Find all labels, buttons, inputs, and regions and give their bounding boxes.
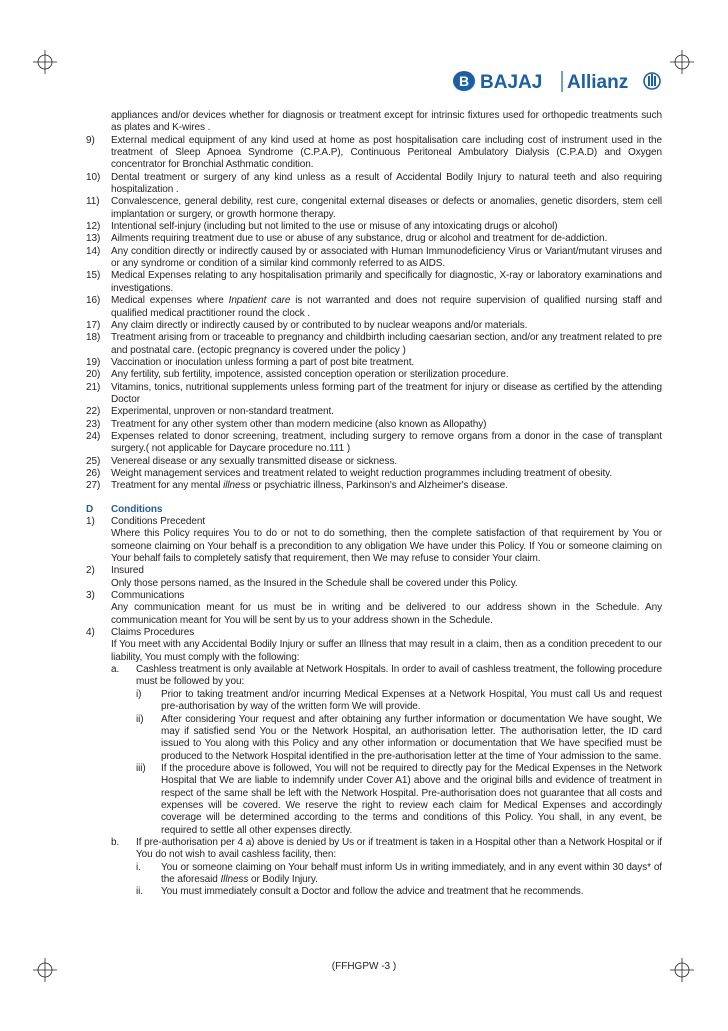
condition-item-claims-procedures: 4) Claims Procedures If You meet with any Accidental Bodily Injury or suffer an Illness that may result in a claim, then as a condition precedent to our liability, You must comply with the following: a. Cashless treatment is only available at Network Hospitals. In order to avail of cashless treatment, the following procedure must be followed by you: i) Prior to taking treatment and/or incurring Medical Expenses at a Network Hospital, You must call Us and request pre-authorisation by way of the written form We will provide. ii) After considering Your request and after obtaining any further information or documentation We have sought, We may if satisfied send You or the Network Hospital, an authorisation letter. The authorisation letter, the ID card issued to You along with this Policy and any other information or documentation that We have specified must be produced to the Network Hospital identified in the pre-authorisation letter at the time of Your admission to the same. iii) If the procedure above is followed, You will not be required to directly pay for the Medical Expenses in the Network Hospital that We are liable to indemnify under Cover A1) above and the original bills and evidence of treatment in respect of the same shall be left with the Network Hospital. Pre-authorisation does not guarantee that all costs and expenses will be covered. We reserve the right to review each claim for Medical Expenses and accordingly coverage will be determined according to the terms and conditions of this Policy. You shall, in any event, be required to settle all other expenses directly. b. If pre-authorisation per 4 a) above is denied by Us or if treatment is taken in a Hospital other than a Network Hospital or if You do not wish to avail cashless facility, then: i. You or someone claiming on Your behalf must inform Us in writing immediately, and in any event within 30 days* of the aforesaid Illness or Bodily Injury. ii. You must immediately consult a Doctor and follow the advice and treatment that he recommends.: [86, 627, 662, 898]
exclusion-item: 26) Weight management services and treatment related to weight reduction programmes including treatment of obesity.: [86, 467, 613, 479]
condition-item: 1) Conditions Precedent Where this Policy requires You to do or not to do something, then the complete satisfaction of that requirement by You or someone claiming on Your behalf is a precondition to any obligation We have under this Policy. If You or someone claiming on Your behalf fails to completely satisfy that requirement, then We may refuse to consider Your claim.: [86, 516, 662, 565]
exclusion-item: 9) External medical equipment of any kind used at home as post hospitalisation care including cost of instrument used in the treatment of Sleep Apnoea Syndrome (C.P.A.P), Continuous Peritoneal Ambulatory Dialysis (C.P.A.D) and Oxygen concentrator for Bronchial Asthmatic condition.: [86, 134, 662, 171]
registration-mark-top-left-icon: [33, 50, 57, 74]
exclusion-item: 16) Medical expenses where Inpatient care is not warranted and does not require supervision of qualified nursing staff and qualified medical practitioner round the clock .: [86, 295, 662, 319]
registration-mark-top-right-icon: [670, 50, 694, 74]
policy-document-body: [86, 110, 662, 899]
claims-procedure-b-step: ii. You must immediately consult a Doctor and follow the advice and treatment that he recommends.: [136, 886, 584, 898]
exclusion-item: 27) Treatment for any mental illness or psychiatric illness, Parkinson's and Alzheimer's disease.: [86, 480, 508, 492]
page-footer-code: (FFHGPW -3 ): [331, 961, 397, 972]
claims-procedure-a: a. Cashless treatment is only available at Network Hospitals. In order to avail of cashless treatment, the following procedure must be followed by you: i) Prior to taking treatment and/or incurring Medical Expenses at a Network Hospital, You must call Us and request pre-authorisation by way of the written form We will provide. ii) After considering Your request and after obtaining any further information or documentation We have sought, We may if satisfied send You or the Network Hospital, an authorisation letter. The authorisation letter, the ID card issued to You along with this Policy and any other information or documentation that We have specified must be produced to the Network Hospital identified in the pre-authorisation letter at the time of Your admission to the same. iii) If the procedure above is followed, You will not be required to directly pay for the Medical Expenses in the Network Hospital that We are liable to indemnify under Cover A1) above and the original bills and evidence of treatment in respect of the same shall be left with the Network Hospital. Pre-authorisation does not guarantee that all costs and expenses will be covered. We reserve the right to review each claim for Medical Expenses and accordingly coverage will be determined according to the terms and conditions of this Policy. You shall, in any event, be required to settle all other expenses directly.: [111, 664, 662, 836]
exclusion-item: 23) Treatment for any other system other than modern medicine (also known as Allopathy): [86, 418, 487, 430]
exclusion-item: 12) Intentional self-injury (including but not limited to the use or misuse of any intoxicating drugs or alcohol): [86, 221, 558, 233]
exclusion-item: 21) Vitamins, tonics, nutritional supplements unless forming part of the treatment for injury or disease as certified by the attending Doctor: [86, 381, 662, 405]
section-d-heading: D Conditions: [86, 503, 163, 515]
exclusion-item: 18) Treatment arising from or traceable to pregnancy and childbirth including caesarian section, and/or any treatment related to pre and postnatal care. (ectopic pregnancy is covered under the policy ): [86, 332, 662, 356]
claims-procedure-b: b. If pre-authorisation per 4 a) above is denied by Us or if treatment is taken in a Hospital other than a Network Hospital or if You do not wish to avail cashless facility, then: i. You or someone claiming on Your behalf must inform Us in writing immediately, and in any event within 30 days* of the aforesaid Illness or Bodily Injury. ii. You must immediately consult a Doctor and follow the advice and treatment that he recommends.: [111, 836, 662, 898]
exclusion-item: 13) Ailments requiring treatment due to use or abuse of any substance, drug or alcohol and treatment for de-addiction.: [86, 233, 608, 245]
exclusion-item: 15) Medical Expenses relating to any hospitalisation primarily and specifically for diagnostic, X-ray or laboratory examinations and investigations.: [86, 270, 662, 294]
exclusion-item: 19) Vaccination or inoculation unless forming a part of post bite treatment.: [86, 356, 415, 368]
exclusion-item: 22) Experimental, unproven or non-standard treatment.: [86, 406, 334, 418]
allianz-eagle-icon: [644, 73, 660, 89]
claims-procedure-b-step: i. You or someone claiming on Your behalf must inform Us in writing immediately, and in any event within 30 days* of the aforesaid Illness or Bodily Injury.: [136, 861, 662, 885]
bajaj-b-emblem-icon: [453, 71, 475, 91]
claims-procedure-a-step: ii) After considering Your request and after obtaining any further information or documentation We have sought, We may if satisfied send You or the Network Hospital, an authorisation letter. The authorisation letter, the ID card issued to You along with this Policy and any other information or documentation that We have specified must be produced to the Network Hospital identified in the pre-authorisation letter at the time of Your admission to the same.: [136, 713, 662, 762]
claims-procedure-a-step: iii) If the procedure above is followed, You will not be required to directly pay for the Medical Expenses in the Network Hospital that We are liable to indemnify under Cover A1) above and the original bills and evidence of treatment in respect of the same shall be left with the Network Hospital. Pre-authorisation does not guarantee that all costs and expenses will be covered. We reserve the right to review each claim for Medical Expenses and accordingly coverage will be determined according to the terms and conditions of this Policy. You shall, in any event, be required to settle all other expenses directly.: [136, 762, 662, 836]
exclusion-item: 14) Any condition directly or indirectly caused by or associated with Human Immunodeficiency Virus or Variant/mutant viruses and or any syndrome or condition of a similar kind commonly referred to as AIDS.: [86, 245, 662, 270]
svg-text:B: B: [458, 73, 470, 89]
exclusion-item: 24) Expenses related to donor screening, treatment, including surgery to remove organs from a donor in the case of transplant surgery.( not applicable for Daycare procedure no.111 ): [86, 430, 662, 455]
exclusion-item: 17) Any claim directly or indirectly caused by or contributed to by nuclear weapons and/or materials.: [86, 319, 528, 331]
exclusion-item: 20) Any fertility, sub fertility, impotence, assisted conception operation or sterilization procedure.: [86, 369, 509, 381]
exclusion-item-8-continued: appliances and/or devices whether for diagnosis or treatment except for intrinsic fixtures used for orthopedic treatments such as plates and K-wires .: [111, 110, 662, 134]
exclusion-item: 11) Convalescence, general debility, rest cure, congenital external diseases or defects or anomalies, genetic disorders, stem cell implantation or surgery, or growth hormone therapy.: [86, 196, 662, 220]
brand-allianz: Allianz: [567, 72, 629, 93]
claims-procedure-a-step: i) Prior to taking treatment and/or incurring Medical Expenses at a Network Hospital, You must call Us and request pre-authorisation by way of the written form We will provide.: [136, 688, 662, 713]
exclusion-item: 25) Venereal disease or any sexually transmitted disease or sickness.: [86, 455, 398, 467]
brand-bajaj: BAJAJ: [480, 72, 543, 93]
condition-item: 3) Communications Any communication meant for us must be in writing and be delivered to our address shown in the Schedule. Any communication meant for You will be sent by us to your address shown in the Schedule.: [86, 590, 662, 626]
bajaj-allianz-logo: [450, 64, 662, 98]
condition-item: 2) Insured Only those persons named, as the Insured in the Schedule shall be covered under this Policy.: [86, 565, 518, 589]
exclusion-item: 10) Dental treatment or surgery of any kind unless as a result of Accidental Bodily Injury to natural teeth and also requiring hospitalization .: [86, 171, 662, 196]
